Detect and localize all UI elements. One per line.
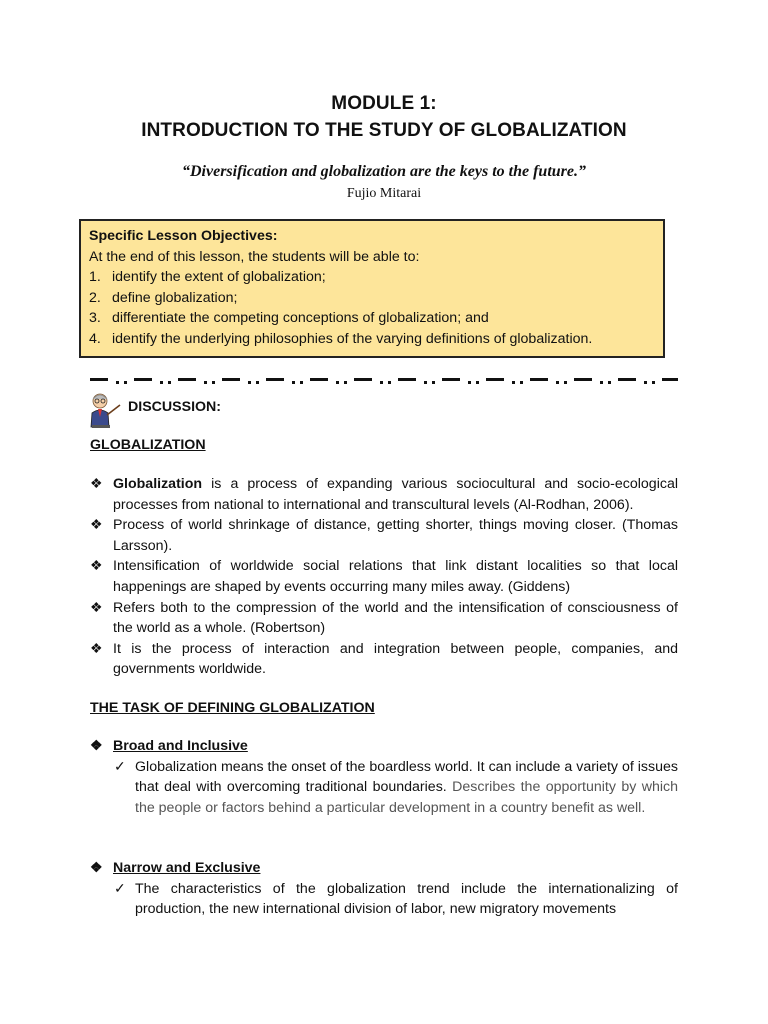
- list-item: [90, 474, 678, 515]
- module-title: INTRODUCTION TO THE STUDY OF GLOBALIZATION: [141, 120, 627, 141]
- term-bold: Globalization: [113, 476, 203, 492]
- subsection-title-text: Broad and Inclusive: [113, 738, 248, 754]
- objectives-intro: At the end of this lesson, the students will be able to:: [89, 248, 420, 265]
- section-divider: [90, 372, 678, 388]
- globalization-heading: GLOBALIZATION: [90, 437, 206, 453]
- broad-inclusive-section: [90, 736, 678, 818]
- list-item: [90, 639, 678, 680]
- objective-item: [89, 329, 655, 350]
- checkmark-icon: ✓: [114, 880, 126, 897]
- objective-number: 4.: [89, 330, 101, 347]
- bullet-text: Refers both to the compression of the world and the intensification of consciousness of the world as a whole. (Robertson): [113, 599, 678, 637]
- objective-text: differentiate the competing conceptions of globalization; and: [112, 310, 489, 327]
- bullet-text: Intensification of worldwide social relations that link distant localities so that local happenings are shaped by events occurring many miles away. (Giddens): [113, 558, 678, 595]
- list-item: [90, 515, 678, 556]
- list-item: [90, 598, 678, 639]
- objective-item: [89, 288, 655, 309]
- objective-text: identify the extent of globalization;: [112, 269, 326, 286]
- teacher-pointer-icon: [86, 391, 122, 429]
- subsection-title: [90, 858, 678, 879]
- bullet-diamond-icon: ❖: [90, 640, 103, 657]
- list-item: [90, 556, 678, 597]
- check-text: Globalization means the onset of the boardless world. It can include a variety of issues that deal with overcoming traditional boundaries.: [135, 758, 678, 796]
- globalization-definitions: [90, 474, 678, 680]
- check-text: The characteristics of the globalization trend include the internationalizing of production, the new international division of labor, new migratory movements: [135, 880, 678, 918]
- objectives-box: [79, 219, 665, 358]
- bullet-diamond-icon: ❖: [90, 599, 103, 616]
- epigraph-quote: “Diversification and globalization are the keys to the future.”: [181, 163, 586, 180]
- check-item: [90, 879, 678, 920]
- checkmark-icon: ✓: [114, 758, 126, 775]
- bullet-diamond-icon: ❖: [90, 860, 103, 876]
- task-heading: THE TASK OF DEFINING GLOBALIZATION: [90, 700, 375, 716]
- bullet-text: It is the process of interaction and integration between people, companies, and governments worldwide.: [113, 640, 678, 678]
- objectives-heading: Specific Lesson Objectives:: [89, 228, 278, 244]
- bullet-diamond-icon: ❖: [90, 476, 103, 492]
- objective-number: 3.: [89, 310, 101, 327]
- module-number: MODULE 1:: [331, 93, 437, 114]
- objective-item: [89, 267, 655, 288]
- bullet-diamond-icon: ❖: [90, 558, 103, 575]
- objective-number: 1.: [89, 269, 101, 286]
- discussion-label: DISCUSSION:: [128, 399, 222, 415]
- objective-number: 2.: [89, 289, 101, 306]
- bullet-diamond-icon: ❖: [90, 738, 103, 754]
- subsection-title: [90, 736, 678, 757]
- objective-text: define globalization;: [112, 289, 238, 306]
- check-text-gray: Describes the opportunity by which the people or factors behind a particular development in a country benefit as well.: [135, 779, 678, 816]
- subsection-title-text: Narrow and Exclusive: [113, 860, 261, 876]
- check-item: [90, 757, 678, 819]
- objective-text: identify the underlying philosophies of the varying definitions of globalization.: [112, 330, 593, 347]
- bullet-text: Process of world shrinkage of distance, getting shorter, things moving closer. (Thomas Larsson).: [113, 517, 678, 554]
- objective-item: [89, 308, 655, 329]
- quote-author: Fujio Mitarai: [346, 186, 422, 201]
- bullet-diamond-icon: ❖: [90, 517, 103, 534]
- narrow-exclusive-section: [90, 858, 678, 920]
- bullet-text: is a process of expanding various sociocultural and socio-ecological processes from national to international and transcultural levels (Al-Rodhan, 2006).: [113, 476, 678, 513]
